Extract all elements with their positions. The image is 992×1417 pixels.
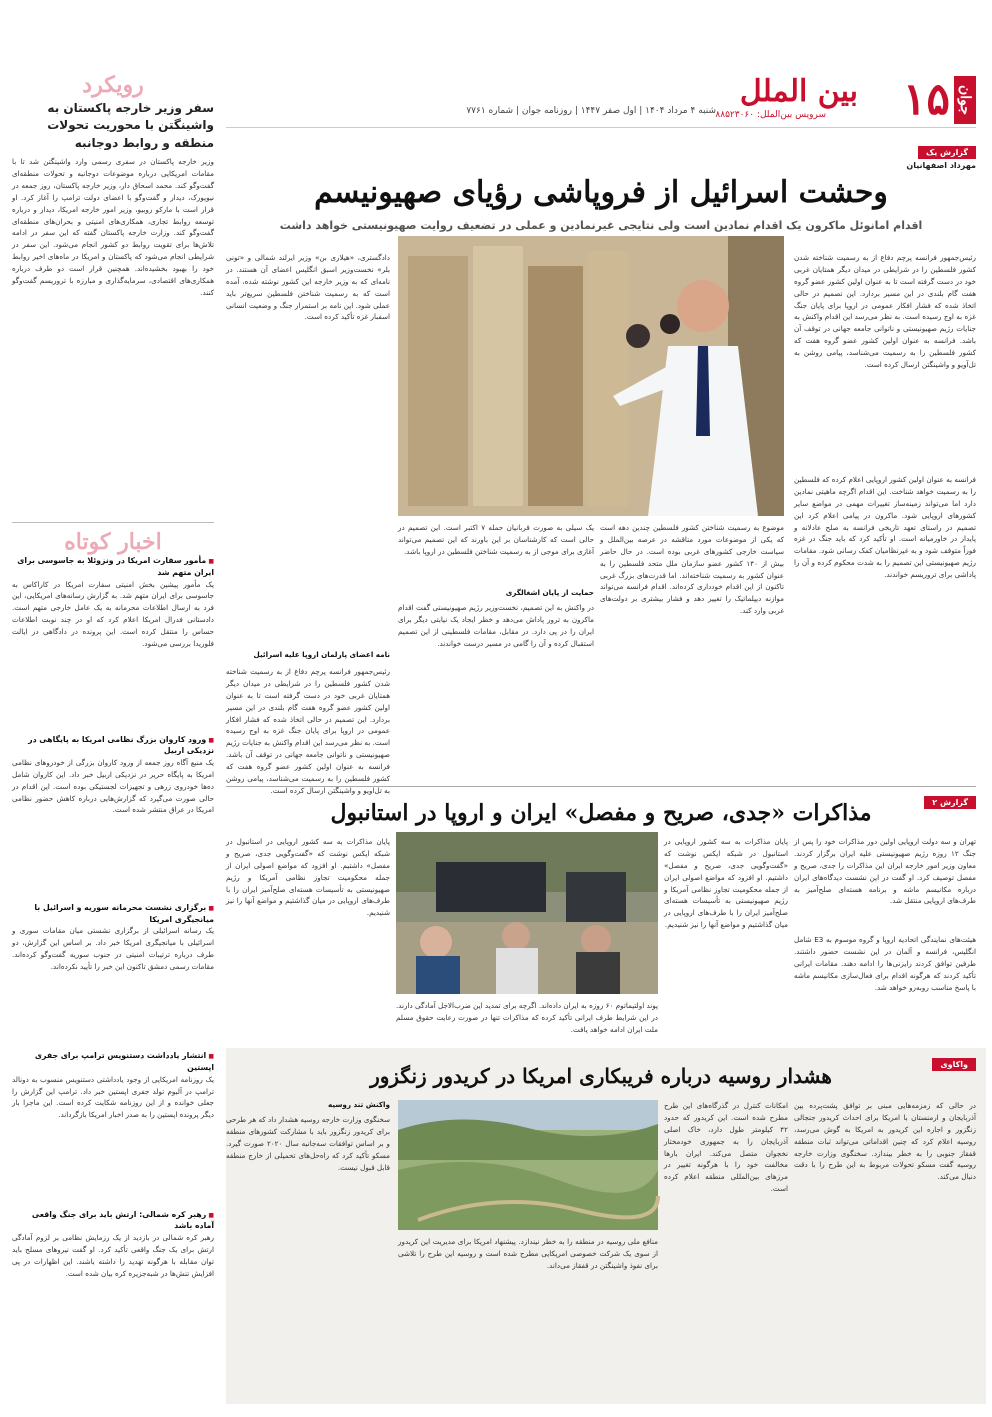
article-body-col: تهران و سه دولت اروپایی اولین دور مذاکرات خود را پس از جنگ ۱۲ روزه رژیم صهیونیستی علیه ایران برگزار کردند. معاون وزیر امور خارجه ایران این مذاکرات را جدی، صریح و مفصل توصیف کرد. او گفت در این نشست دیدگاه‌های ایران درباره مکانیسم ماشه و برنامه هسته‌ای صلح‌آمیز به طرف‌های اروپایی منتقل شد. — [794, 837, 976, 906]
masthead — [226, 72, 976, 128]
article-photo — [398, 1100, 658, 1230]
article-body-col: در واکنش به این تصمیم، نخست‌وزیر رژیم صهیونیستی گفت اقدام ماکرون به ترور پاداش می‌دهد و خطر ایجاد یک نیابتی دیگر برای ایران را در پی دارد. در مقابل، مقامات فلسطینی از این تصمیم استقبال کرده و آن را گامی در مسیر درست خواندند. — [398, 603, 594, 648]
sidebar-body: وزیر خارجه پاکستان در سفری رسمی وارد واشینگتن شد تا با مقامات امریکایی درباره موضوعات دوجانبه و تحولات منطقه‌ای گفت‌وگو کند. محمد اسحاق دار، وزیر خارجه پاکستان، روز جمعه در نیویورک، دیدار و گفت‌وگو با اعضای دولت ترامپ را آغاز کرد. او قرار است با مارکو روبیو، وزیر امور خارجه امریکا، دیدار و درباره توسعه روابط تجاری، همکاری‌های امنیتی و بحران‌های منطقه‌ای گفت‌وگو کند. وزارت خارجه پاکستان گفته که این سفر در ادامه تلاش‌ها برای تقویت روابط دو کشور انجام می‌شود. این سفر در شرایطی انجام می‌شود که پاکستان و امریکا در ماه‌های اخیر روابط خود را بهبود بخشیده‌اند. همچنین قرار است دو طرف درباره همکاری‌های اقتصادی، سرمایه‌گذاری و مبارزه با تروریسم گفت‌وگو کنند. — [12, 157, 214, 297]
brief-headline: ■ مأمور سفارت امریکا در ونزوئلا به جاسوسی برای ایران متهم شد — [12, 555, 214, 578]
brief-item — [12, 555, 214, 728]
article-body-col: امکانات کنترل در گذرگاه‌های این طرح مطرح شده است. این کریدور که حدود ۴۲ کیلومتر طول دارد، خاک اصلی آذربایجان را به جمهوری خودمختار نخجوان متصل می‌کند. ایران بارها مخالفت خود را با هرگونه تغییر در مرزهای بین‌المللی منطقه اعلام کرده است. — [664, 1101, 788, 1194]
article-tag: گزارش ۲ — [924, 796, 976, 809]
article-author: مهرداد اصفهانیان — [906, 161, 976, 170]
brief-body: یک روزنامه امریکایی از وجود یادداشتی دستنویس منسوب به دونالد ترامپ در آلبوم تولد جفری اپستین خبر داد. ترامپ این گزارش را جعلی خوانده و از این روزنامه شکایت کرده است. این ماجرا بار دیگر پرونده اپستین را به صدر اخبار امریکا بازگرداند. — [12, 1074, 214, 1120]
article-tag: واکاوی — [932, 1058, 976, 1071]
article-body-col: رئیس‌جمهور فرانسه پرچم دفاع از به رسمیت شناخته شدن کشور فلسطین را در شرایطی در میدان دیگر همتایان غربی خود در دست گرفته است تا به عنوان اولین کشور عضو گروه هفت گام بلندی در این مسیر بردارد. این تصمیم در حالی اتخاذ شده که فشار افکار عمومی در اروپا برای پایان جنگ غزه به اوج رسیده است. به نظر می‌رسد این اقدام واکنش به جنایات رژیم صهیونیستی و ناتوانی جامعه جهانی در توقف آن باشد. فرانسه به عنوان اولین کشور عضو گروه هفت که کشور فلسطین را به رسمیت می‌شناسد، پیامی روشن به تل‌آویو و واشینگتن ارسال کرده است. — [226, 667, 390, 795]
article-body-col: فرانسه به عنوان اولین کشور اروپایی اعلام کرده که فلسطین را به رسمیت خواهد شناخت. این اقدام اگرچه ماهیتی نمادین دارد اما می‌تواند زمینه‌ساز تغییرات مهمی در مواضع سایر کشورهای اروپایی شود. ماکرون در پیامی اعلام کرد این تصمیم در راستای تعهد تاریخی فرانسه به صلح عادلانه و پایدار در خاورمیانه است. او تأکید کرد که باید جنگ در غزه فوراً متوقف شود و به غیرنظامیان کمک رسانی شود. مقامات رژیم صهیونیستی این تصمیم را به شدت محکوم کرده و آن را پاداشی برای تروریسم خواندند. — [794, 475, 976, 579]
brief-body: یک منبع آگاه روز جمعه از ورود کاروان بزرگی از خودروهای نظامی امریکا به پایگاه حریر در نزدیکی اربیل خبر داد. این کاروان شامل ده‌ها خودروی زرهی و تجهیزات لجستیکی بوده است. این اقدام در حالی صورت می‌گیرد که گزارش‌هایی درباره کاهش حضور نظامی امریکا در عراق منتشر شده است. — [12, 757, 214, 815]
article-headline: مذاکرات «جدی، صریح و مفصل» ایران و اروپا در استانبول — [330, 800, 872, 826]
article-body-col: هیئت‌های نمایندگی اتحادیه اروپا و گروه موسوم به E3 شامل انگلیس، فرانسه و آلمان در این نشست حضور داشتند. طرفین توافق کردند رایزنی‌ها را ادامه دهند. مقامات ایرانی تأکید کردند که هرگونه اقدام برای فعال‌سازی مکانیسم ماشه با پاسخ مناسب روبه‌رو خواهد شد. — [794, 935, 976, 992]
article-subhead: حمایت از پایان اشغالگری — [505, 588, 594, 597]
logo — [880, 72, 976, 128]
brief-item — [12, 1050, 214, 1203]
article-body-col: در حالی که زمزمه‌هایی مبنی بر توافق پشت‌پرده بین آذربایجان و ارمنستان با امریکا برای احداث کریدور جنجالی زنگزور و اجاره این کریدور به امریکا به گوش می‌رسد، روسیه اعلام کرد که چنین اقداماتی می‌تواند ثبات منطقه قفقاز جنوبی را به خطر بیندازد. سخنگوی وزارت خارجه روسیه گفت مسکو تحولات مربوط به این طرح را با دقت دنبال می‌کند. — [794, 1101, 976, 1182]
article-subhead: واکنش تند روسیه — [328, 1100, 390, 1109]
logo-number: ۱۵ — [902, 74, 950, 125]
divider — [12, 522, 214, 523]
brief-headline: ■ برگزاری نشست محرمانه سوریه و اسرائیل با میانجیگری امریکا — [12, 902, 214, 925]
macron-photo-illustration — [398, 236, 784, 516]
article-body-col: رئیس‌جمهور فرانسه پرچم دفاع از به رسمیت شناخته شدن کشور فلسطین را در شرایطی در میدان دیگر همتایان غربی خود در دست گرفته است تا به عنوان اولین کشور عضو گروه هفت گام بلندی در این مسیر بردارد. این تصمیم در حالی اتخاذ شده که فشار افکار عمومی در اروپا برای پایان جنگ غزه به اوج رسیده است. به نظر می‌رسد این اقدام واکنش به جنایات رژیم صهیونیستی و ناتوانی جامعه جهانی در توقف آن باشد. فرانسه به عنوان اولین کشور عضو گروه هفت که کشور فلسطین را به رسمیت می‌شناسد، پیامی روشن به تل‌آویو و واشینگتن ارسال کرده است. — [794, 253, 976, 369]
section-title: بین الملل — [739, 74, 858, 109]
article-body-col: یک سیلی به صورت قربانیان حمله ۷ اکتبر است. این تصمیم در حالی است که کارشناسان بر این باورند که این تصمیم می‌تواند آغازی برای موجی از به رسمیت شناختن فلسطین در اروپا باشد. — [398, 523, 594, 556]
article-1 — [226, 140, 976, 232]
article-headline: هشدار روسیه درباره فریبکاری امریکا در کریدور زنگزور — [370, 1064, 832, 1088]
brief-headline: ■ رهبر کره شمالی: ارتش باید برای جنگ واقعی آماده باشد — [12, 1209, 214, 1232]
brief-body: یک رسانه اسرائیلی از برگزاری نشستی میان مقامات سوری و اسرائیلی با میانجیگری امریکا خبر داد. بر اساس این گزارش، دو طرف درباره ترتیبات امنیتی در جنوب سوریه گفت‌وگو کرده‌اند. مقامات رسمی دمشق تاکنون این خبر را تأیید نکرده‌اند. — [12, 926, 214, 971]
article-body-col: پایان مذاکرات به سه کشور اروپایی در استانبول در شبکه ایکس نوشت که «گفت‌وگویی جدی، صریح و مفصل» داشتیم. او افزود که مواضع اصولی ایران از جمله محکومیت تجاوز نظامی آمریکا و رژیم صهیونیستی به تأسیسات هسته‌ای صلح‌آمیز ایران را با طرف‌های اروپایی در میان گذاشتیم و مواضع آنها را نیز شنیدیم. — [664, 837, 788, 930]
logo-brand: جوان — [954, 76, 976, 124]
brief-item — [12, 734, 214, 897]
section-phone: سرویس بین‌الملل: ۸۸۵۲۳۰۶۰ — [715, 110, 826, 120]
sidebar-section-label: رویکرد — [82, 72, 144, 98]
article-tag: گزارش یک — [918, 146, 976, 159]
brief-item — [12, 1209, 214, 1352]
sidebar-headline: سفر وزیر خارجه پاکستان به واشینگتن با محوریت تحولات منطقه و روابط دوجانبه — [47, 101, 214, 150]
article-body-col: موضوع به رسمیت شناختن کشور فلسطین چندین دهه است که یکی از موضوعات مورد مناقشه در عرصه بین‌الملل و سیاست خارجی کشورهای غربی بوده است. در حال حاضر بیش از ۱۴۰ کشور عضو سازمان ملل متحد فلسطین را به عنوان کشور به رسمیت شناخته‌اند. اما قدرت‌های بزرگ غربی تاکنون از این اقدام خودداری کرده‌اند. اقدام فرانسه می‌تواند موازنه دیپلماتیک را تغییر دهد و فشار بیشتری بر دولت‌های غربی وارد کند. — [600, 523, 784, 616]
brief-body: یک مأمور پیشین بخش امنیتی سفارت امریکا در کاراکاس به جاسوسی برای ایران متهم شد. به گزارش رسانه‌های امریکایی، این فرد به ارسال اطلاعات محرمانه به یک عامل خارجی متهم است. دادستانی فدرال امریکا اعلام کرد که او در چند نوبت اطلاعات حساس را منتقل کرده است. این پرونده در دادگاهی در ایالت فلوریدا بررسی می‌شود. — [12, 579, 214, 648]
brief-body: رهبر کره شمالی در بازدید از یک رزمایش نظامی بر لزوم آمادگی ارتش برای یک جنگ واقعی تأکید کرد. او گفت نیروهای مسلح باید توان مقابله با هرگونه تهدید را داشته باشند. این اظهارات در پی افزایش تنش‌ها در شبه‌جزیره کره بیان شده است. — [12, 1233, 214, 1278]
brief-headline: ■ انتشار یادداشت دستنویس ترامپ برای جفری اپستین — [12, 1050, 214, 1073]
issue-line: شنبه ۴ مرداد ۱۴۰۴ | اول صفر ۱۴۴۷ | روزنامه جوان | شماره ۷۷۶۱ — [466, 106, 716, 116]
article-body-col: پوند اولتیماتوم ۶۰ روزه به ایران داده‌اند. اگرچه برای تمدید این ضرب‌الاجل آمادگی دارند. در این شرایط طرف ایرانی تأکید کرده که مذاکرات تنها در صورت رعایت حقوق مسلم ملت ایران ادامه خواهد یافت. — [396, 1001, 659, 1034]
article-subhead: نامه اعضای پارلمان اروپا علیه اسرائیل — [253, 650, 390, 659]
article-body-col: سخنگوی وزارت خارجه روسیه هشدار داد که هر طرحی برای کریدور زنگزور باید با مشارکت کشورهای منطقه و بر اساس توافقات سه‌جانبه سال ۲۰۲۰ صورت گیرد. مسکو تأکید کرد که راه‌حل‌های تحمیلی از خارج منطقه قابل قبول نیست. — [226, 1115, 390, 1172]
article-body-col: منافع ملی روسیه در منطقه را به خطر نیندازد. پیشنهاد امریکا برای مدیریت این کریدور از سوی یک شرکت خصوصی امریکایی مطرح شده است و روسیه این طرح را تلاشی برای نفوذ واشینگتن در قفقاز می‌داند. — [398, 1237, 658, 1270]
article-body-col: پایان مذاکرات به سه کشور اروپایی در استانبول در شبکه ایکس نوشت که «گفت‌وگویی جدی، صریح و مفصل» داشتیم. او افزود که مواضع اصولی ایران از جمله محکومیت تجاوز نظامی آمریکا و رژیم صهیونیستی به تأسیسات هسته‌ای صلح‌آمیز ایران را با طرف‌های اروپایی در میان گذاشتیم و مواضع آنها را نیز شنیدیم. — [226, 837, 390, 918]
article-headline: وحشت اسرائیل از فروپاشی رؤیای صهیونیسم — [314, 175, 888, 210]
istanbul-photo-illustration — [396, 832, 658, 994]
sidebar-column — [12, 72, 214, 1357]
article-photo — [398, 236, 784, 516]
brief-item — [12, 902, 214, 1045]
brief-headline: ■ ورود کاروان بزرگ نظامی امریکا به پایگاهی در نزدیکی اربیل — [12, 734, 214, 757]
landscape-photo-illustration — [398, 1100, 658, 1230]
article-photo — [396, 832, 658, 994]
divider — [226, 786, 976, 787]
briefs-label: اخبار کوتاه — [64, 529, 162, 556]
article-lead: اقدام امانوئل ماکرون یک اقدام نمادین است ولی نتایجی غیرنمادین و عملی در تضعیف روایت صهیونیستی خواهد داشت — [279, 218, 923, 232]
article-body-col: دادگستری، «هیلاری بن» وزیر ایرلند شمالی و «تونی بلر» نخست‌وزیر اسبق انگلیس اعضای آن هستند. در نامه‌ای که به وزیر خارجه این کشور نوشته شده، آمده است که به رسمیت شناختن فلسطین سریع‌تر باید عملی شود. این نامه بر استمرار جنگ و وضعیت انسانی اسفبار غزه تأکید کرده است. — [226, 253, 390, 322]
